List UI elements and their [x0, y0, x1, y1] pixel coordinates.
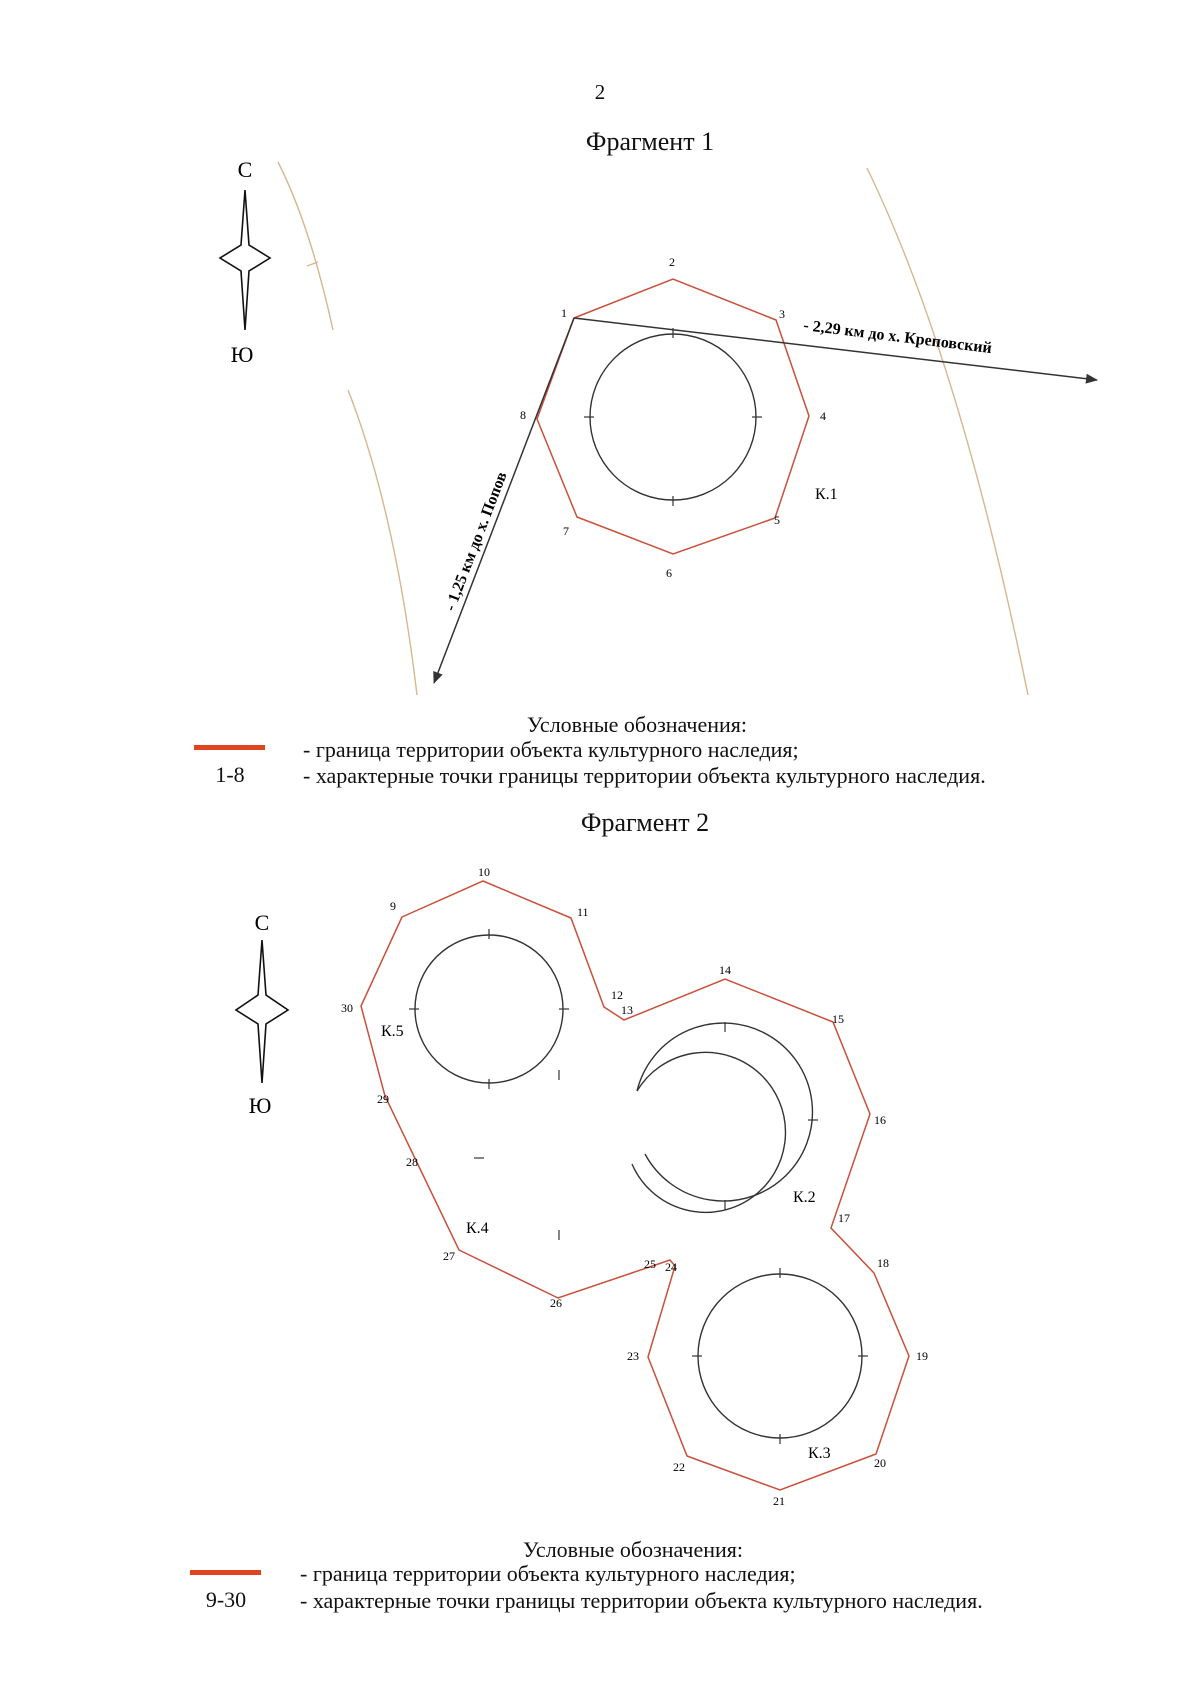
point-label-20: 20: [874, 1456, 886, 1470]
mound-label-k3: К.3: [808, 1445, 831, 1462]
fragment-1-title: Фрагмент 1: [585, 127, 715, 156]
mound-k2: [637, 1022, 818, 1210]
point-label-16: 16: [874, 1113, 886, 1127]
legend-1-heading: Условные обозначения:: [527, 712, 748, 737]
point-label-24: 24: [665, 1260, 677, 1274]
point-label-18: 18: [877, 1256, 889, 1270]
legend-2-points-text: - характерные точки границы территории объекта культурного наследия.: [300, 1588, 983, 1613]
fragment-2-map: [0, 840, 1200, 1530]
point-label-21: 21: [773, 1494, 785, 1508]
legend-1-boundary-swatch: [194, 745, 265, 750]
road-edge-left-upper: [278, 162, 333, 330]
point-label-29: 29: [377, 1092, 389, 1106]
boundary-polygon-1: [537, 279, 809, 554]
page-number: 2: [594, 80, 606, 104]
mound-label-k1: К.1: [815, 486, 838, 503]
mound-k5: [409, 929, 569, 1089]
boundary-polygon-2: [361, 881, 909, 1490]
point-label-14: 14: [719, 963, 731, 977]
point-label-15: 15: [832, 1012, 844, 1026]
road-edge-left-lower: [348, 390, 417, 695]
point-label-25: 25: [644, 1257, 656, 1271]
point-label-28: 28: [406, 1155, 418, 1169]
compass-north-label: С: [237, 157, 253, 182]
compass-rose-1: [220, 157, 270, 367]
point-label-30: 30: [341, 1001, 353, 1015]
mound-k1: [584, 328, 762, 506]
compass-star-icon: [220, 190, 270, 330]
point-label-27: 27: [443, 1249, 455, 1263]
point-label-2: 2: [669, 255, 675, 269]
point-label-12: 12: [611, 988, 623, 1002]
fragment-2-title: Фрагмент 2: [580, 808, 710, 837]
point-label-9: 9: [390, 899, 396, 913]
compass-south-label-2: Ю: [248, 1093, 272, 1118]
legend-1-points-code: 1-8: [215, 762, 245, 787]
point-label-13: 13: [621, 1003, 633, 1017]
point-label-4: 4: [820, 409, 826, 423]
point-label-23: 23: [627, 1349, 639, 1363]
point-label-7: 7: [563, 524, 569, 538]
compass-south-label: Ю: [230, 342, 254, 367]
legend-2-boundary-swatch: [190, 1570, 261, 1575]
point-label-1: 1: [561, 306, 567, 320]
point-label-8: 8: [520, 408, 526, 422]
arrow-southwest-label: - 1,25 км до х. Попов: [441, 469, 511, 614]
legend-2-heading: Условные обозначения:: [523, 1537, 744, 1562]
point-label-19: 19: [916, 1349, 928, 1363]
point-label-6: 6: [666, 566, 672, 580]
mound-label-k4: К.4: [466, 1220, 489, 1237]
legend-1-boundary-text: - граница территории объекта культурного наследия;: [303, 737, 799, 762]
mound-label-k5: К.5: [381, 1023, 404, 1040]
compass-star-icon-2: [236, 940, 288, 1083]
mound-label-k2: К.2: [793, 1189, 816, 1206]
point-label-26: 26: [550, 1296, 562, 1310]
compass-rose-2: [236, 910, 288, 1118]
arrow-east-label: - 2,29 км до х. Креповский: [802, 317, 993, 358]
point-label-17: 17: [838, 1211, 850, 1225]
mound-k3: [692, 1268, 868, 1444]
point-label-5: 5: [774, 513, 780, 527]
point-label-10: 10: [478, 865, 490, 879]
point-label-22: 22: [673, 1460, 685, 1474]
legend-2-boundary-text: - граница территории объекта культурного наследия;: [300, 1561, 796, 1586]
mound-k4: [474, 1052, 785, 1240]
arrow-southwest: [434, 318, 574, 683]
legend-1-points-text: - характерные точки границы территории объекта культурного наследия.: [303, 763, 986, 788]
fragment-1-map: [0, 0, 1200, 760]
compass-north-label-2: С: [254, 910, 270, 935]
point-label-3: 3: [779, 307, 785, 321]
legend-2-points-code: 9-30: [205, 1587, 247, 1612]
point-label-11: 11: [577, 905, 589, 919]
road-edge-right: [867, 168, 1028, 695]
